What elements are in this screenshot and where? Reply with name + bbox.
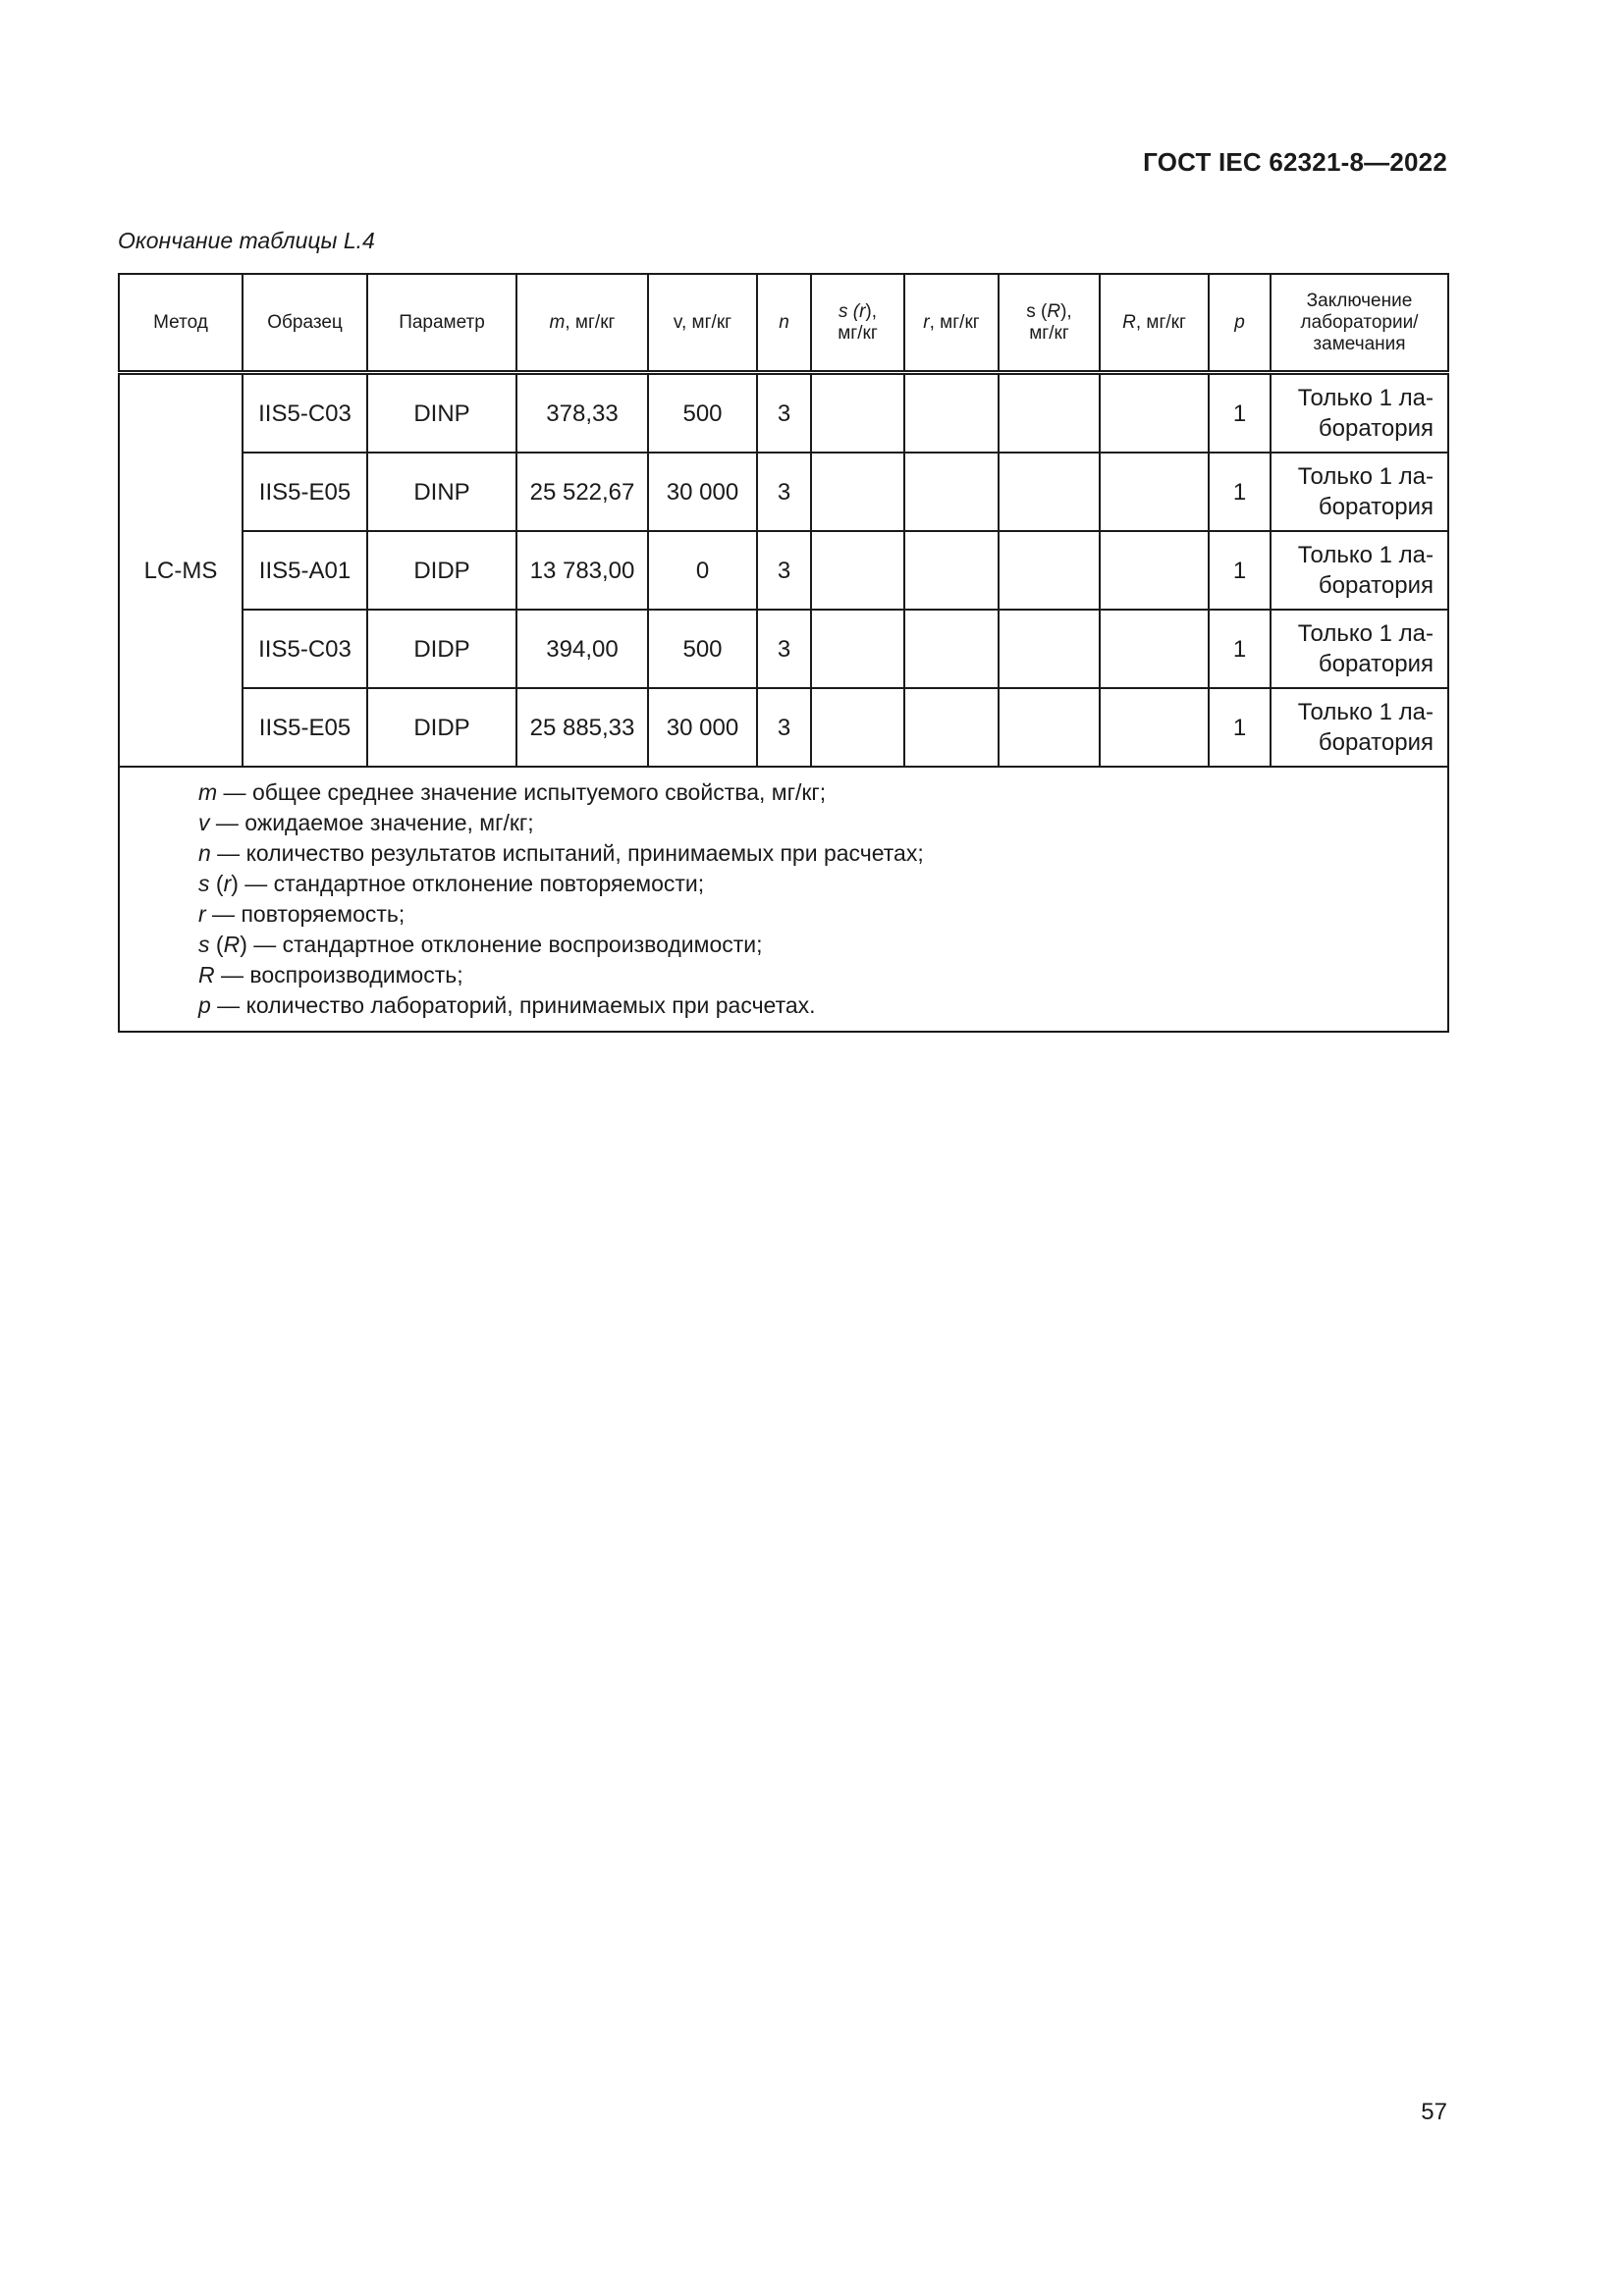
table-row: [119, 453, 1448, 531]
header-r: r, мг/кг: [904, 274, 999, 373]
document-standard-title: ГОСТ IEC 62321-8—2022: [1143, 147, 1447, 177]
header-method: Метод: [119, 274, 243, 373]
parameter-cell: DIDP: [367, 610, 516, 688]
m-cell: 13 783,00: [516, 531, 648, 610]
note-line: v — ожидаемое значение, мг/кг;: [198, 810, 534, 835]
p-cell: 1: [1209, 453, 1271, 531]
table-caption: Окончание таблицы L.4: [118, 228, 375, 253]
s-R-cell: [999, 531, 1100, 610]
note-line: p — количество лабораторий, принимаемых при расчетах.: [198, 992, 816, 1018]
header-p: p: [1209, 274, 1271, 373]
table-row: [119, 688, 1448, 767]
header-parameter: Параметр: [367, 274, 516, 373]
conclusion-cell: Только 1 ла- боратория: [1271, 531, 1448, 610]
R-cell: [1100, 688, 1209, 767]
notes-cell: [119, 767, 1448, 1032]
table-row: [119, 531, 1448, 610]
table-row: [119, 373, 1448, 454]
r-cell: [904, 531, 999, 610]
m-cell: 394,00: [516, 610, 648, 688]
header-sample: Образец: [243, 274, 367, 373]
sample-cell: IIS5-E05: [243, 453, 367, 531]
table-row: [119, 610, 1448, 688]
R-cell: [1100, 531, 1209, 610]
s-r-cell: [811, 373, 904, 454]
notes-row: [119, 767, 1448, 1032]
r-cell: [904, 688, 999, 767]
parameter-cell: DIDP: [367, 688, 516, 767]
v-cell: 30 000: [648, 688, 757, 767]
conclusion-cell: Только 1 ла- боратория: [1271, 688, 1448, 767]
sample-cell: IIS5-C03: [243, 373, 367, 454]
conclusion-cell: Только 1 ла- боратория: [1271, 610, 1448, 688]
header-n: n: [757, 274, 811, 373]
conclusion-cell: Только 1 ла- боратория: [1271, 453, 1448, 531]
n-cell: 3: [757, 531, 811, 610]
note-line: s (r) — стандартное отклонение повторяемости;: [198, 871, 705, 896]
conclusion-cell: Только 1 ла- боратория: [1271, 373, 1448, 454]
R-cell: [1100, 453, 1209, 531]
m-cell: 378,33: [516, 373, 648, 454]
R-cell: [1100, 610, 1209, 688]
note-line: s (R) — стандартное отклонение воспроизводимости;: [198, 932, 763, 957]
n-cell: 3: [757, 610, 811, 688]
s-r-cell: [811, 610, 904, 688]
v-cell: 500: [648, 373, 757, 454]
note-line: n — количество результатов испытаний, принимаемых при расчетах;: [198, 840, 924, 866]
s-R-cell: [999, 688, 1100, 767]
header-R: R, мг/кг: [1100, 274, 1209, 373]
header-s-R: s (R), мг/кг: [999, 274, 1100, 373]
s-r-cell: [811, 688, 904, 767]
p-cell: 1: [1209, 531, 1271, 610]
s-r-cell: [811, 531, 904, 610]
p-cell: 1: [1209, 373, 1271, 454]
header-s-r: s (r), мг/кг: [811, 274, 904, 373]
R-cell: [1100, 373, 1209, 454]
header-conclusion: Заключение лаборатории/ замечания: [1271, 274, 1448, 373]
sample-cell: IIS5-C03: [243, 610, 367, 688]
page-number: 57: [1421, 2099, 1447, 2125]
parameter-cell: DIDP: [367, 531, 516, 610]
note-line: r — повторяемость;: [198, 901, 406, 927]
s-R-cell: [999, 453, 1100, 531]
v-cell: 0: [648, 531, 757, 610]
parameter-cell: DINP: [367, 373, 516, 454]
results-table: [118, 273, 1449, 1033]
n-cell: 3: [757, 373, 811, 454]
sample-cell: IIS5-E05: [243, 688, 367, 767]
n-cell: 3: [757, 688, 811, 767]
sample-cell: IIS5-A01: [243, 531, 367, 610]
parameter-cell: DINP: [367, 453, 516, 531]
s-R-cell: [999, 610, 1100, 688]
note-line: R — воспроизводимость;: [198, 962, 463, 988]
header-m: m, мг/кг: [516, 274, 648, 373]
header-v: v, мг/кг: [648, 274, 757, 373]
r-cell: [904, 610, 999, 688]
r-cell: [904, 453, 999, 531]
m-cell: 25 522,67: [516, 453, 648, 531]
table-header-row: [119, 274, 1448, 373]
v-cell: 30 000: [648, 453, 757, 531]
r-cell: [904, 373, 999, 454]
s-r-cell: [811, 453, 904, 531]
p-cell: 1: [1209, 688, 1271, 767]
s-R-cell: [999, 373, 1100, 454]
note-line: m — общее среднее значение испытуемого свойства, мг/кг;: [198, 779, 827, 805]
method-cell: LC-MS: [119, 373, 243, 768]
v-cell: 500: [648, 610, 757, 688]
n-cell: 3: [757, 453, 811, 531]
p-cell: 1: [1209, 610, 1271, 688]
m-cell: 25 885,33: [516, 688, 648, 767]
